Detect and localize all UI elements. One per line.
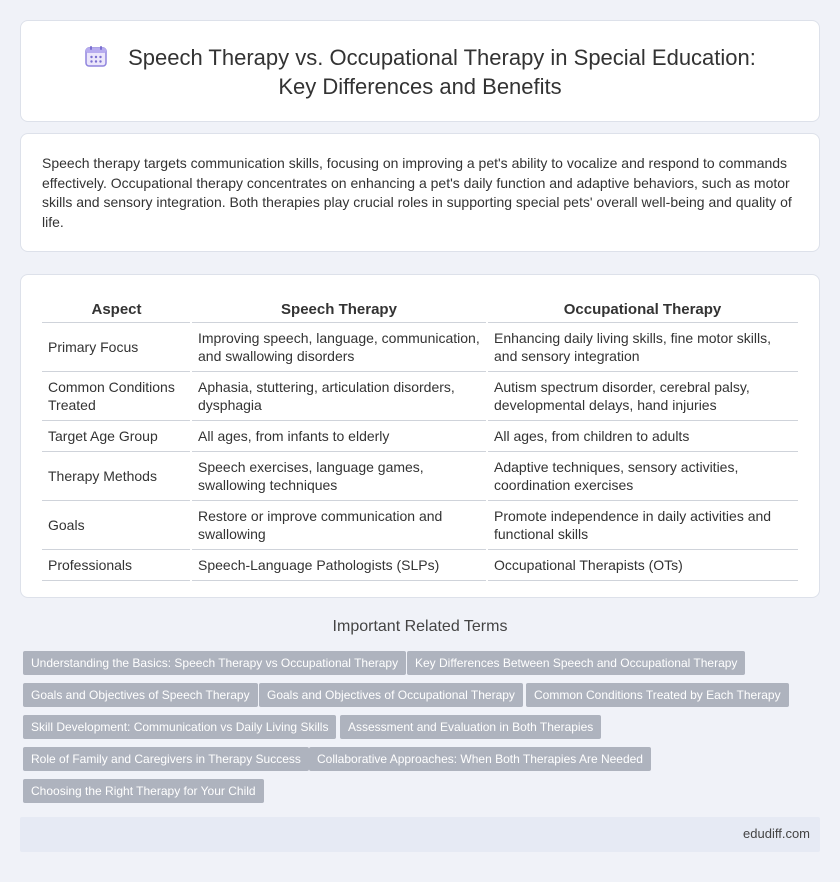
footer <box>20 817 820 852</box>
cell-speech: Restore or improve communication and swallowing <box>191 500 487 549</box>
table-row <box>42 322 798 371</box>
intro-paragraph: Speech therapy targets communication skills, focusing on improving a pet's ability to vocalize and respond to commands effectively. Occupational therapy concentrates on enhancing a pet's daily function and adaptive behaviors, such as motor skills and sensory integration. Both therapies play crucial roles in supporting special pets' overall well-being and quality of life. <box>42 155 792 230</box>
cell-speech: All ages, from infants to elderly <box>191 420 487 451</box>
page-title-text-1: Speech Therapy vs. Occupational Therapy in Special Education: <box>128 45 756 70</box>
related-term-tag[interactable]: Skill Development: Communication vs Daily Living Skills <box>23 715 336 739</box>
table-header-row <box>42 297 798 322</box>
cell-occupational: All ages, from children to adults <box>487 420 798 451</box>
related-terms-title: Important Related Terms <box>332 618 508 635</box>
cell-occupational: Promote independence in daily activities and functional skills <box>487 500 798 549</box>
related-term-tag[interactable]: Goals and Objectives of Speech Therapy <box>23 683 258 707</box>
cell-speech: Improving speech, language, communication, and swallowing disorders <box>191 322 487 371</box>
cell-speech: Aphasia, stuttering, articulation disorders, dysphagia <box>191 371 487 420</box>
cell-occupational: Adaptive techniques, sensory activities, coordination exercises <box>487 451 798 500</box>
page-title-line-2: Key Differences and Benefits <box>278 74 562 99</box>
related-term-tag[interactable]: Role of Family and Caregivers in Therapy Success <box>23 747 309 771</box>
cell-occupational: Autism spectrum disorder, cerebral palsy, developmental delays, hand injuries <box>487 371 798 420</box>
comparison-card <box>20 274 820 598</box>
cell-speech: Speech exercises, language games, swallowing techniques <box>191 451 487 500</box>
cell-aspect: Target Age Group <box>42 420 191 451</box>
cell-aspect: Primary Focus <box>42 322 191 371</box>
related-term-tag[interactable]: Common Conditions Treated by Each Therapy <box>526 683 789 707</box>
related-term-tag[interactable]: Collaborative Approaches: When Both Therapies Are Needed <box>309 747 651 771</box>
comparison-table <box>42 297 798 581</box>
related-term-tag[interactable]: Understanding the Basics: Speech Therapy vs Occupational Therapy <box>23 651 406 675</box>
table-row <box>42 420 798 451</box>
header-aspect: Aspect <box>42 297 191 322</box>
related-term-tag[interactable]: Assessment and Evaluation in Both Therapies <box>340 715 601 739</box>
cell-speech: Speech-Language Pathologists (SLPs) <box>191 549 487 580</box>
cell-aspect: Common Conditions Treated <box>42 371 191 420</box>
cell-aspect: Therapy Methods <box>42 451 191 500</box>
cell-aspect: Goals <box>42 500 191 549</box>
related-term-tag[interactable]: Choosing the Right Therapy for Your Child <box>23 779 264 803</box>
related-term-tag[interactable]: Key Differences Between Speech and Occupational Therapy <box>407 651 745 675</box>
page-title <box>21 43 819 101</box>
intro-card <box>20 133 820 252</box>
table-row <box>42 549 798 580</box>
header-card <box>20 20 820 122</box>
page-title-line-1 <box>21 43 819 72</box>
related-term-tag[interactable]: Goals and Objectives of Occupational Therapy <box>259 683 523 707</box>
table-row <box>42 371 798 420</box>
cell-aspect: Professionals <box>42 549 191 580</box>
header-speech-therapy: Speech Therapy <box>191 297 487 322</box>
header-occupational-therapy: Occupational Therapy <box>487 297 798 322</box>
footer-site-link[interactable]: edudiff.com <box>743 826 810 841</box>
cell-occupational: Enhancing daily living skills, fine motor skills, and sensory integration <box>487 322 798 371</box>
table-row <box>42 451 798 500</box>
cell-occupational: Occupational Therapists (OTs) <box>487 549 798 580</box>
calendar-icon <box>84 44 108 68</box>
table-row <box>42 500 798 549</box>
